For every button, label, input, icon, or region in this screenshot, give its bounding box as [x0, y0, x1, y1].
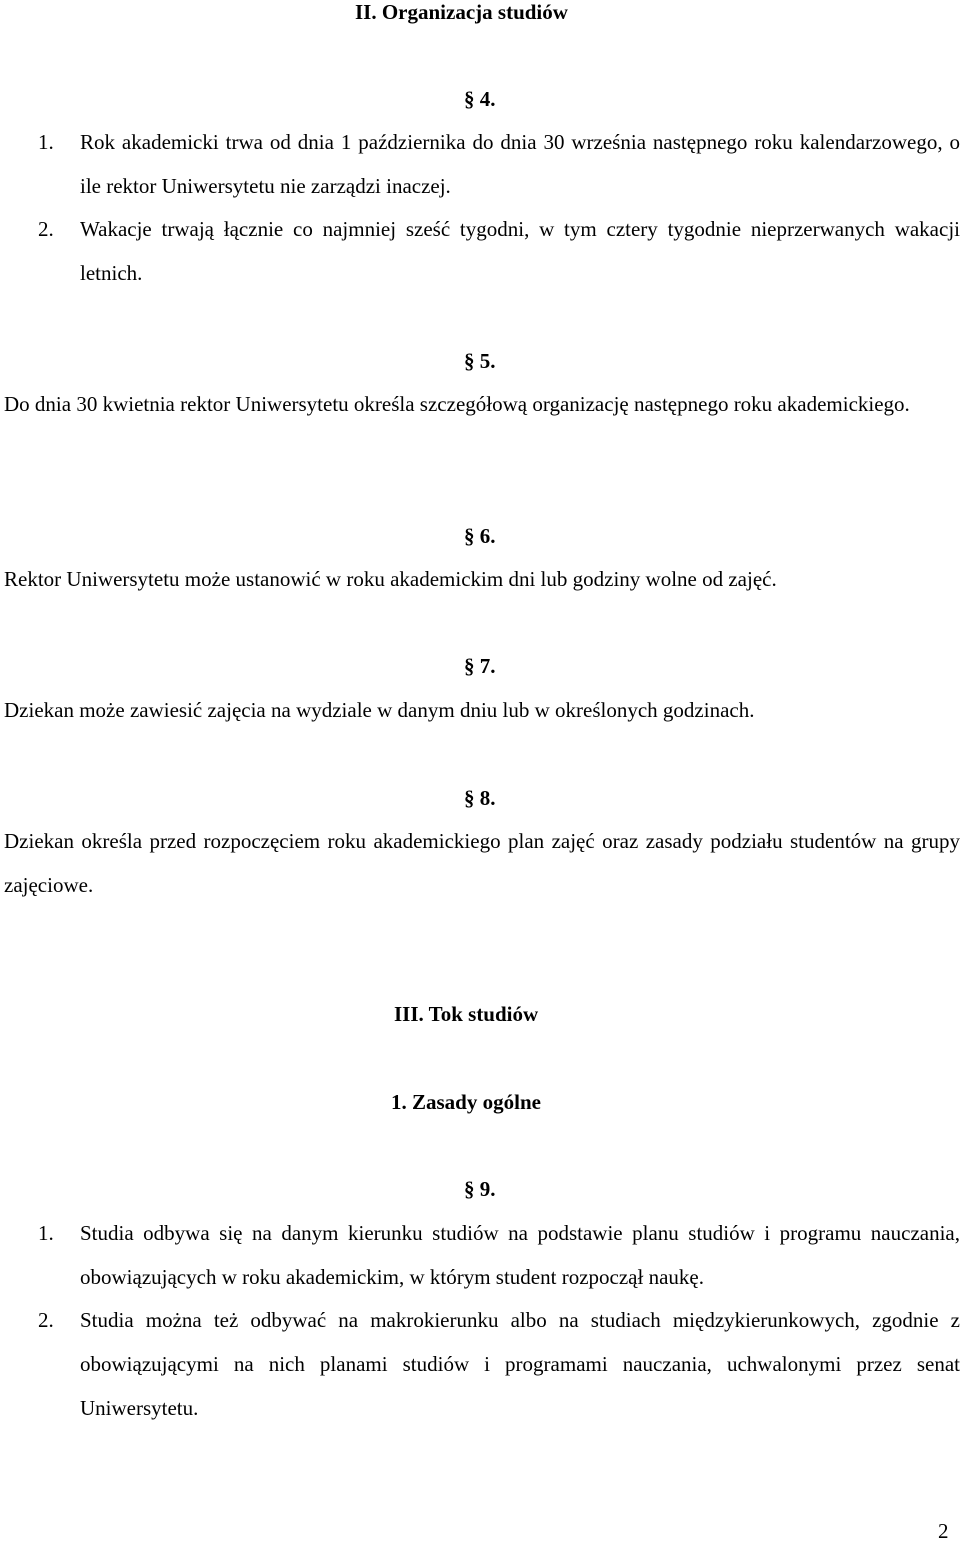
sec9-item-2-text: Studia można też odbywać na makrokierunku albo na studiach międzykierunkowych, zgodnie z obowiązującymi na nich planami studiów i programami nauczania, uchwalonymi przez senat Uniwersytetu.: [80, 1308, 960, 1420]
chapter-iii-title: III. Tok studiów: [394, 1002, 539, 1026]
sec4-item-1-text: Rok akademicki trwa od dnia 1 października do dnia 30 września następnego roku kalendarzowego, o ile rektor Uniwersytetu nie zarządzi inaczej.: [80, 130, 960, 198]
section-9-label: § 9.: [464, 1177, 496, 1201]
section-4-label: § 4.: [464, 87, 496, 111]
chapter-iii-subtitle: 1. Zasady ogólne: [391, 1090, 541, 1114]
sec6-text: Rektor Uniwersytetu może ustanowić w roku akademickim dni lub godziny wolne od zajęć.: [4, 567, 777, 591]
section-6-label: § 6.: [464, 524, 496, 548]
sec9-item-2-number: 2.: [38, 1308, 54, 1332]
sec4-item-2-number: 2.: [38, 217, 54, 241]
section-5-label: § 5.: [464, 349, 496, 373]
sec9-item-1-text: Studia odbywa się na danym kierunku studiów na podstawie planu studiów i programu nauczania, obowiązujących w roku akademickim, w którym student rozpoczął naukę.: [80, 1221, 960, 1289]
sec8-text: Dziekan określa przed rozpoczęciem roku akademickiego plan zajęć oraz zasady podziału studentów na grupy zajęciowe.: [4, 829, 960, 897]
sec5-text: Do dnia 30 kwietnia rektor Uniwersytetu określa szczegółową organizację następnego roku akademickiego.: [4, 392, 910, 416]
section-7-label: § 7.: [464, 654, 496, 678]
sec9-item-1-number: 1.: [38, 1221, 54, 1245]
section-8-label: § 8.: [464, 786, 496, 810]
sec4-item-2-text: Wakacje trwają łącznie co najmniej sześć tygodni, w tym cztery tygodnie nieprzerwanych wakacji letnich.: [80, 217, 960, 285]
page-number: 2: [938, 1519, 949, 1543]
chapter-title: II. Organizacja studiów: [355, 0, 568, 24]
sec4-item-1-number: 1.: [38, 130, 54, 154]
sec7-text: Dziekan może zawiesić zajęcia na wydziale w danym dniu lub w określonych godzinach.: [4, 698, 755, 722]
